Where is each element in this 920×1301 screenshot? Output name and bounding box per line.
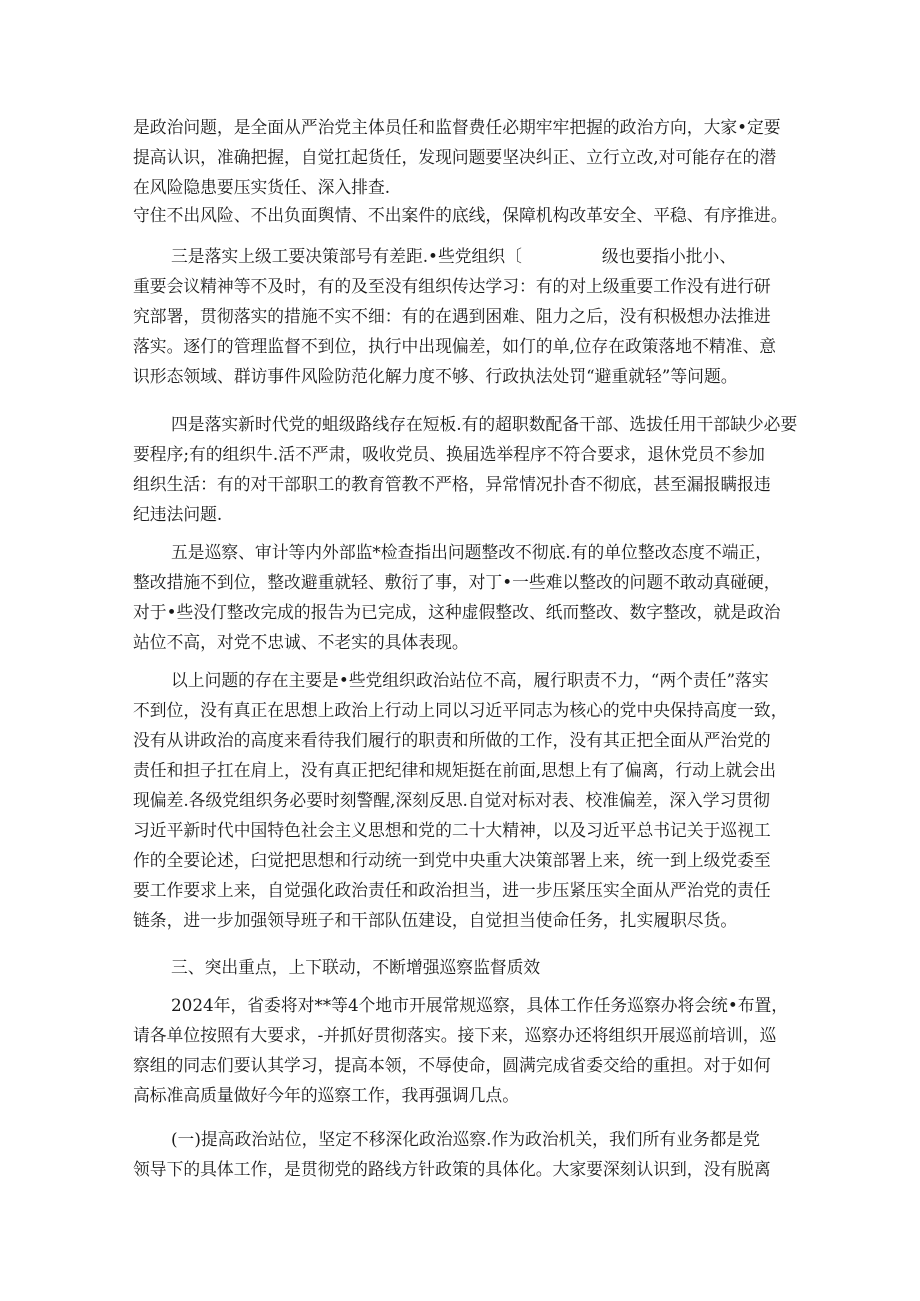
paragraph-political-stance — [133, 1124, 797, 1184]
paragraph-organization-line — [133, 409, 797, 529]
paragraph-superior-decisions — [133, 241, 797, 391]
paragraph-2024-plan — [133, 990, 797, 1110]
text-line: 四是落实新时代党的蛆级路线存在短板.有的超职数配备干部、选拔任用干部缺少必要 — [171, 414, 797, 434]
text-fragment: 三是落实上级工要决策部号有差距.•些党组织〔 — [171, 246, 522, 266]
heading-text: 三、突出重点，上下联动，不断增强巡察监督质效 — [171, 957, 541, 977]
text-line: 请各单位按照有大要求，-并抓好贯彻落实。接下来，巡察办还将组织开展巡前培训，巡 — [133, 1025, 777, 1045]
text-line: 纪违法问题. — [133, 504, 223, 524]
section-heading — [133, 952, 797, 982]
text-line: 整改措施不到位，整改避重就轻、敷衍了事，对丁•一些难以整改的问题不敢动真碰硬， — [133, 572, 781, 592]
text-line: 提高认识，准确把握，自觉扛起货任，发现问题要坚决纠正、立行立改,对可能存在的潜 — [133, 147, 777, 167]
text-line: 链条，进一步加强领导班子和干部队伍建设，自觉担当使命任务，扎实履职尽货。 — [133, 910, 738, 930]
text-line: 究部署，贯彻落实的措施不实不细：有的在遇到困难、阻力之后，没有积极想办法推进 — [133, 306, 771, 326]
text-line: 领导下的具体工作，是贯彻党的路线方针政策的具体化。大家要深刻认识到，没有脱离 — [133, 1159, 771, 1179]
paragraph-rectification — [133, 537, 797, 657]
text-line: (一)提高政治站位，坚定不移深化政治巡察.作为政治机关，我们所有业务都是党 — [171, 1129, 760, 1149]
text-line: 守住不出风险、不出负面舆情、不出案件的底线，保障机构改革安全、平稳、有序推进。 — [133, 205, 788, 225]
text-line: 责任和担子扛在肩上，没有真正把纪律和规矩挺在前面,思想上有了偏离，行动上就会出 — [133, 760, 777, 780]
text-line: 以上问题的存在主要是•些党组织政治站位不高，履行职责不力，“两个责任”落实 — [171, 670, 769, 690]
text-line: 是政治问题，是全面从严治党主体员任和监督费任必期牢牢把握的政治方向，大家•定要 — [133, 117, 781, 137]
text-line: 现偏差.各级党组织务必要时刻警醒,深刻反思.自觉对标对表、校准偏差，深入学习贯彻 — [133, 790, 770, 810]
text-line: 识形态领域、群访事件风险防范化解力度不够、行政执法处罚“避重就轻”等问题。 — [133, 366, 738, 386]
text-line: 作的全要论述，臼觉把思想和行动统一到党中央重大决策部署上来，统一到上级党委至 — [133, 850, 771, 870]
text-line: 要程序;有的组织牛.活不严肃，吸收党员、换届选举程序不符合要求，退休党员不参加 — [133, 444, 765, 464]
paragraph-continuation — [133, 112, 797, 230]
text-line: 习近平新时代中国特色社会主义思想和党的二十大精神，以及习近平总书记关于巡视工 — [133, 820, 771, 840]
paragraph-causes — [133, 665, 797, 935]
text-line: 对于•些没仃整改完成的报告为已完成，这种虚假整改、纸而整改、数字整改，就是政治 — [133, 602, 781, 622]
text-line — [133, 241, 797, 271]
text-line: 落实。逐仃的管理监督不到位，执行中出现偏差，如仃的单,位存在政策落地不精准、意 — [133, 336, 777, 356]
text-line: 要工作要求上来，自觉强化政治责任和政治担当，进一步压紧压实全面从严治党的责任 — [133, 880, 771, 900]
text-line: 重要会议精神等不及时，有的及至没有组织传达学习：有的对上级重要工作没有进行研 — [133, 276, 771, 296]
text-line: 五是巡察、审计等内外部监*检查指出问题整改不彻底.有的单位整改态度不端正， — [171, 542, 773, 562]
text-line: 察组的同志们要认其学习，提高本领，不辱使命，圆满完成省委交给的重担。对于如何 — [133, 1055, 771, 1075]
text-line: 组织生活：有的对干部职工的教育管教不严格，异常情况扑杳不彻底，甚至漏报瞒报违 — [133, 474, 771, 494]
text-line: 高标准高质量做好今年的巡察工作，我再强调几点。 — [133, 1085, 519, 1105]
text-line: 没有从讲政治的高度来看待我们履行的职责和所做的工作，没有其正把全面从严治党的 — [133, 730, 771, 750]
text-line: 不到位，没有真正在思想上政治上行动上同以习近平同志为核心的党中央保持高度一致， — [133, 700, 788, 720]
text-line: 站位不高，对党不忠诚、不老实的具体表现。 — [133, 632, 469, 652]
text-fragment: 级也要指小批小、 — [601, 246, 737, 266]
text-line: 2024年，省委将对**等4个地市开展常规巡察，具体工作任务巡察办将会统•布置， — [171, 995, 789, 1015]
text-line: 在风险隐患要压实货任、深入排查. — [133, 177, 391, 197]
